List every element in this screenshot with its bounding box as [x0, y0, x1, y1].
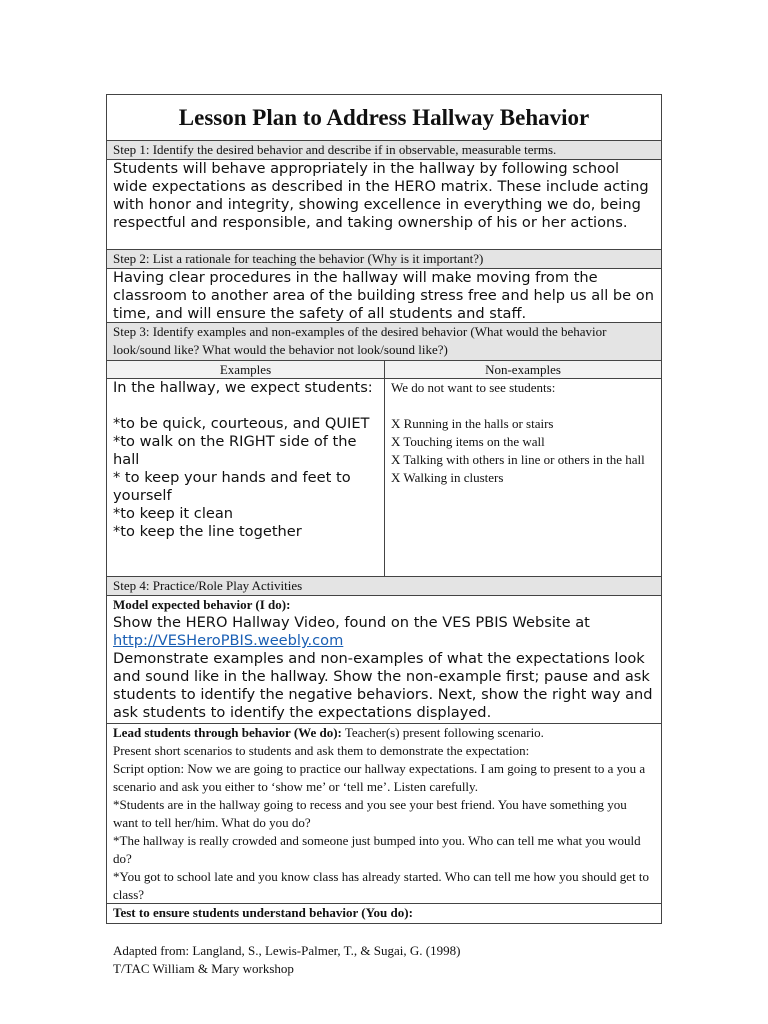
footer-line1: Adapted from: Langland, S., Lewis-Palmer, T., & Sugai, G. (1998): [113, 943, 461, 958]
lead-line: *Students are in the hallway going to recess and you see your best friend. You have something you want to tell her/him. What do you do?: [113, 797, 627, 830]
lead-section: [107, 724, 661, 904]
list-item: X Walking in clusters: [391, 470, 504, 485]
step2-heading: Step 2: List a rationale for teaching the behavior (Why is it important?): [107, 250, 661, 269]
lead-line: Present short scenarios to students and ask them to demonstrate the expectation:: [113, 743, 530, 758]
website-link[interactable]: http://VESHeroPBIS.weebly.com: [113, 632, 344, 649]
lead-line: Script option: Now we are going to practice our hallway expectations. I am going to present to a you a scenario and ask you either to ‘show me’ or ‘tell me’. Listen carefully.: [113, 761, 646, 794]
list-item: *to be quick, courteous, and QUIET: [113, 415, 370, 432]
step4-heading: Step 4: Practice/Role Play Activities: [107, 577, 661, 596]
footer-citation: [113, 942, 460, 978]
test-label: Test to ensure students understand behavior (You do):: [113, 905, 413, 920]
list-item: * to keep your hands and feet to yourself: [113, 469, 351, 504]
nonexamples-list: [385, 379, 661, 576]
lead-label: Lead students through behavior (We do):: [113, 725, 342, 740]
lead-line: *The hallway is really crowded and someone just bumped into you. Who can tell me what you would do?: [113, 833, 641, 866]
lead-label-rest: Teacher(s) present following scenario.: [341, 725, 544, 740]
examples-list: [107, 379, 385, 576]
list-item: [113, 397, 378, 415]
list-item: In the hallway, we expect students:: [113, 379, 373, 396]
examples-header-row: [107, 361, 661, 379]
step3-heading: Step 3: Identify examples and non-examples of the desired behavior (What would the behavior look/sound like? What would the behavior not look/sound like?): [107, 323, 661, 361]
list-item: *to keep the line together: [113, 523, 302, 540]
model-line2: Demonstrate examples and non-examples of what the expectations look and sound like in the hallway. Show the non-example first; pause and ask students to identify the negative behaviors. Next, show the right way and ask students to identify the expectations displayed.: [113, 650, 653, 721]
lead-line: *You got to school late and you know class has already started. Who can tell me how you should get to class?: [113, 869, 650, 902]
test-section: [107, 904, 661, 923]
step1-body: Students will behave appropriately in the hallway by following school wide expectations as described in the HERO matrix. These include acting with honor and integrity, showing excellence in everything we do, being respectful and responsible, and taking ownership of his or her actions.: [107, 160, 661, 250]
step1-heading: Step 1: Identify the desired behavior and describe if in observable, measurable terms.: [107, 141, 661, 160]
examples-row: [107, 379, 661, 577]
list-item: X Talking with others in line or others in the hall: [391, 452, 645, 467]
model-label: Model expected behavior (I do):: [113, 597, 291, 612]
list-item: X Running in the halls or stairs: [391, 416, 554, 431]
nonexamples-header: Non-examples: [385, 361, 661, 378]
list-item: [391, 397, 655, 415]
list-item: X Touching items on the wall: [391, 434, 545, 449]
lesson-plan-table: [106, 94, 662, 924]
list-item: *to keep it clean: [113, 505, 234, 522]
list-item: We do not want to see students:: [391, 380, 556, 395]
examples-header: Examples: [107, 361, 385, 378]
model-section: [107, 596, 661, 724]
step2-body: Having clear procedures in the hallway will make moving from the classroom to another area of the building stress free and help us all be on time, and will ensure the safety of all students and staff.: [107, 269, 661, 323]
model-line1: Show the HERO Hallway Video, found on the VES PBIS Website at: [113, 614, 590, 631]
footer-line2: T/TAC William & Mary workshop: [113, 961, 294, 976]
list-item: *to walk on the RIGHT side of the hall: [113, 433, 357, 468]
page-title: Lesson Plan to Address Hallway Behavior: [107, 95, 661, 141]
